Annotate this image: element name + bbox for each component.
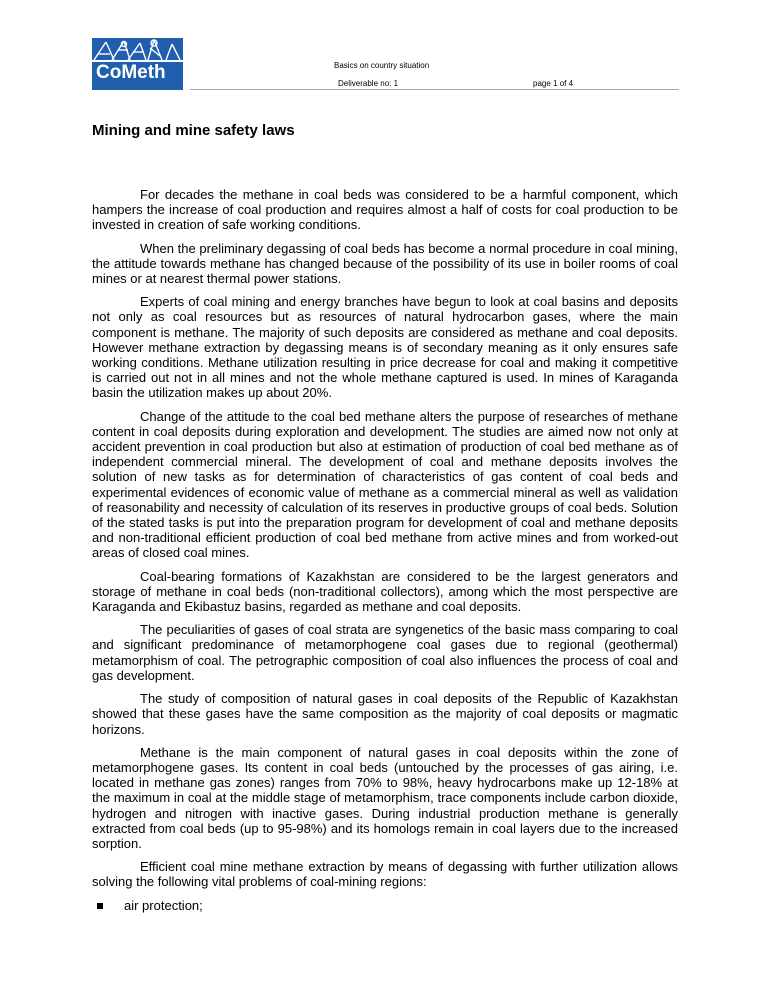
bullet-list — [92, 898, 678, 913]
paragraph: Change of the attitude to the coal bed methane alters the purpose of researches of methane content in coal deposits during exploration and development. The studies are aimed now not only at accident prevention in coal production but also at estimation of production of coal bed methane as of independent commercial mineral. The development of coal and methane deposits involves the solution of new tasks as for determination of characteristics of gas content of coal beds and experimental evidences of economic value of methane as a commercial mineral as well as validation of reasonability and necessity of calculation of its reserves in productive groups of coal beds. Solution of the stated tasks is put into the preparation program for development of coal and methane deposits and non-traditional efficient production of coal bed methane from active mines and from worked-out areas of closed coal mines. — [92, 408, 678, 561]
paragraph: For decades the methane in coal beds was considered to be a harmful component, which hampers the increase of coal production and requires almost a half of costs for coal production to be invested in creation of safe working conditions. — [92, 187, 678, 233]
logo-text: CoMeth — [96, 62, 166, 83]
paragraph: Coal-bearing formations of Kazakhstan are considered to be the largest generators and storage of methane in coal beds (non-traditional collectors), among which the most perspective are Karaganda and Ekibastuz basins, regarded as methane and coal deposits. — [92, 568, 678, 615]
paragraph: When the preliminary degassing of coal beds has become a normal procedure in coal mining, the attitude towards methane has changed because of the possibility of its use in boiler rooms of coal mines or at nearest thermal power stations. — [92, 240, 678, 287]
page-header — [0, 0, 768, 90]
paragraph: Methane is the main component of natural gases in coal deposits within the zone of metamorphogene gases. Its content in coal beds (untouched by the processes of gas airing, i.e. located in methane gas zones) ranges from 70% to 98%, heavy hydrocarbons make up 12-18% at the maximum in coal at the middle stage of metamorphism, trace components include carbon dioxide, hydrogen and nitrogen with inactive gases. During industrial production methane is generally extracted from coal beds (up to 95-98%) and its homologs remain in coal layers due to the increased sorption. — [92, 744, 678, 851]
paragraph: Experts of coal mining and energy branches have begun to look at coal basins and deposits not only as coal resources but as resources of natural hydrocarbon gases, where the main component is methane. The majority of such deposits are considered as methane and coal deposits. However methane extraction by degassing means is of secondary meaning as it only ensures safe working conditions. Methane utilization resulting in price decrease for coal and making it competitive is carried out not in all mines and not the whole methane captured is used. In mines of Karaganda basin the utilization makes up about 20%. — [92, 294, 678, 401]
document-title: Mining and mine safety laws — [92, 122, 295, 139]
body-text — [92, 187, 678, 913]
paragraph: The study of composition of natural gases in coal deposits of the Republic of Kazakhstan showed that these gases have the same composition as the majority of coal deposits or magmatic horizons. — [92, 691, 678, 737]
header-title: Basics on country situation — [334, 61, 430, 70]
cometh-logo — [92, 38, 183, 90]
deliverable-number: Deliverable no: 1 — [338, 79, 399, 88]
list-item-text: air protection; — [124, 897, 203, 913]
list-item — [92, 898, 678, 913]
paragraph: The peculiarities of gases of coal strata are syngenetics of the basic mass comparing to coal and significant predominance of metamorphogene coal gases due to regional (geothermal) metamorphism of coal. The petrographic composition of coal also influences the process of coal and gas development. — [92, 622, 678, 683]
paragraph: Efficient coal mine methane extraction by means of degassing with further utilization allows solving the following vital problems of coal-mining regions: — [92, 859, 678, 890]
header-divider — [190, 89, 679, 90]
square-bullet-icon — [97, 903, 103, 909]
page-number: page 1 of 4 — [533, 79, 574, 88]
